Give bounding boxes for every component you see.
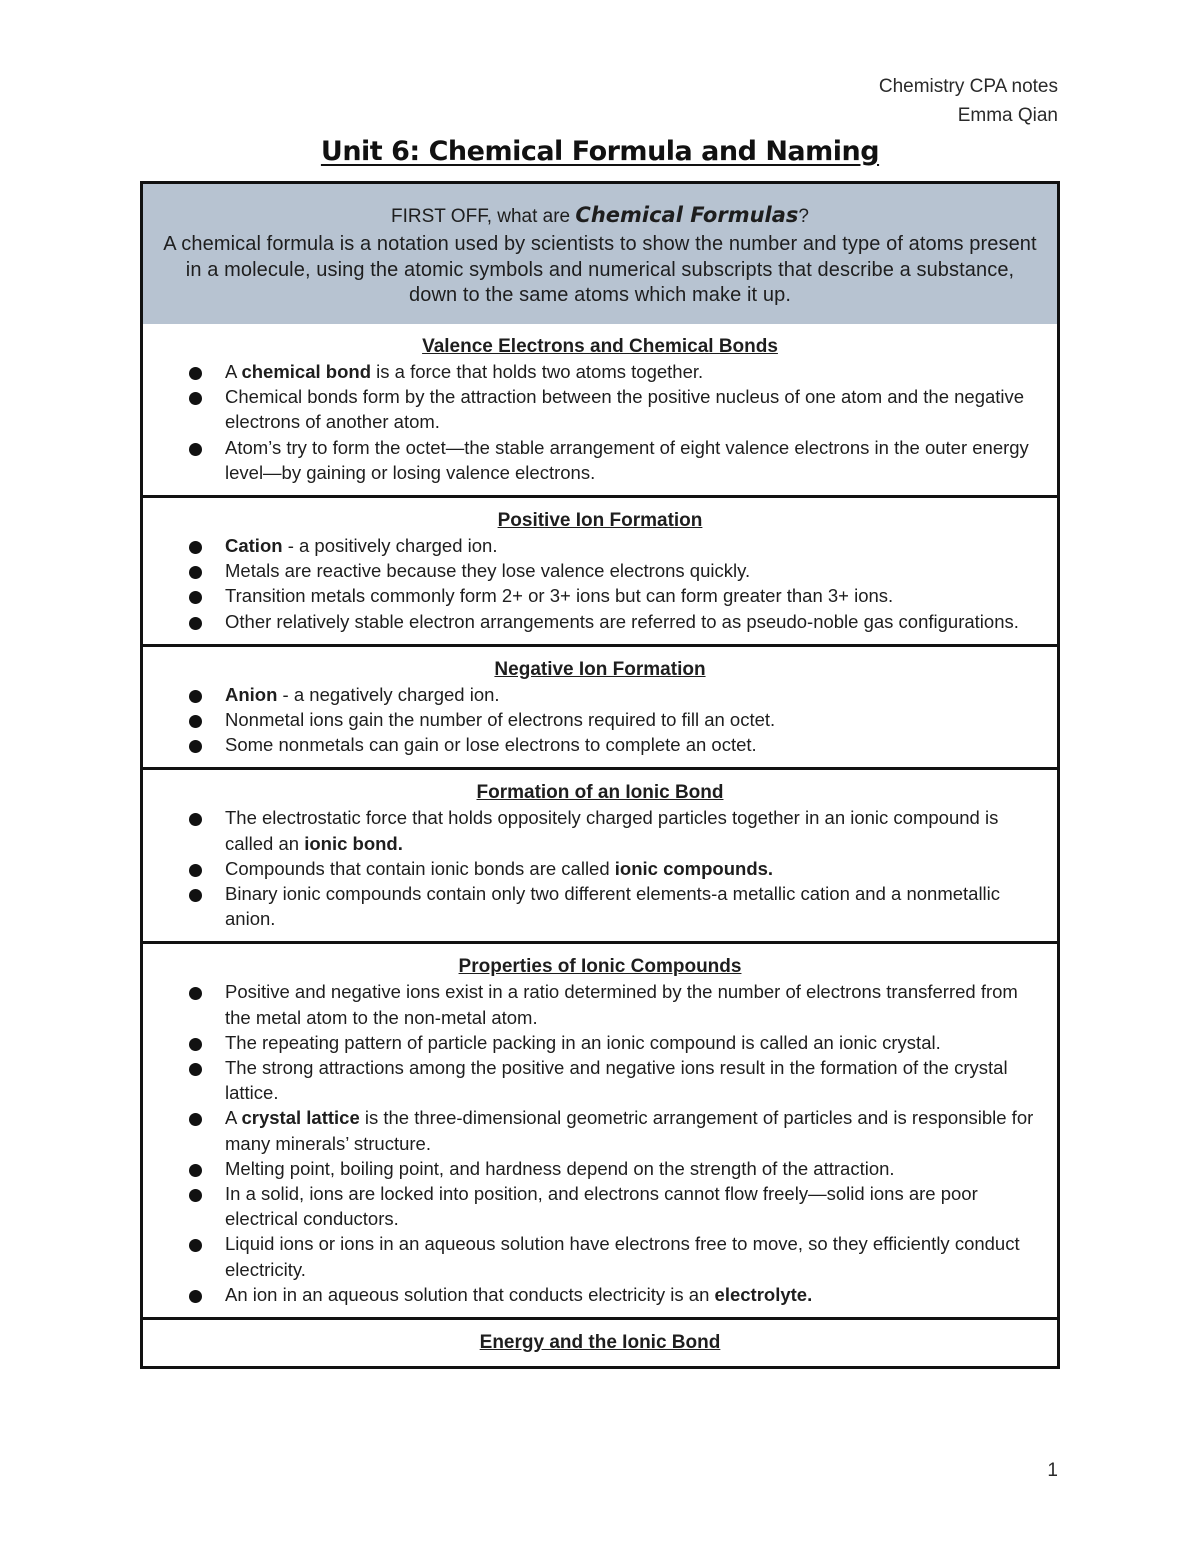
bullet-text: - a positively charged ion. [282,535,498,557]
bullet-list [159,682,1041,758]
bullet-text: Binary ionic compounds contain only two different elements-a metallic cation and a nonmetallic anion. [225,883,1001,930]
bullet-dot-icon [189,1239,202,1252]
bullet-key-term: crystal lattice [241,1107,360,1129]
bullet-text: The electrostatic force that holds oppositely charged particles together in an ionic compound is called an [225,807,999,854]
bullet-item [159,1181,1041,1231]
intro-box [143,184,1057,324]
course-name: Chemistry CPA notes [878,76,1058,97]
section-title: Formation of an Ionic Bond [476,782,724,804]
bullet-text: The repeating pattern of particle packing in an ionic compound is called an ionic crystal. [225,1031,941,1053]
bullet-item [159,707,1041,732]
section-title: Positive Ion Formation [497,510,703,532]
bullet-item [159,583,1041,608]
bullet-dot-icon [189,566,202,579]
bullet-text: is the three-dimensional geometric arrangement of particles and is responsible for many minerals’ structure. [225,1107,1034,1154]
bullet-item [159,1156,1041,1181]
bullet-item [159,856,1041,881]
bullet-dot-icon [189,715,202,728]
bullet-text: In a solid, ions are locked into position, and electrons cannot flow freely—solid ions are poor electrical conductors. [225,1183,978,1230]
bullet-text: Liquid ions or ions in an aqueous solution have electrons free to move, so they efficiently conduct electricity. [225,1233,1020,1280]
bullet-dot-icon [189,591,202,604]
intro-question-term: Chemical Formulas [575,203,799,227]
bullet-dot-icon [189,1063,202,1076]
bullet-dot-icon [189,1189,202,1202]
bullet-dot-icon [189,740,202,753]
document-header [879,72,1058,130]
section-title: Energy and the Ionic Bond [479,1332,721,1354]
bullet-text: Compounds that contain ionic bonds are called [225,857,615,879]
section-box [143,767,1057,941]
section-box [143,941,1057,1317]
bullet-key-term: ionic compounds. [614,857,774,879]
intro-question [159,200,1041,232]
bullet-text: Some nonmetals can gain or lose electrons to complete an octet. [225,734,757,756]
bullet-key-term: chemical bond [241,361,371,382]
bullet-text: Chemical bonds form by the attraction between the positive nucleus of one atom and the negative electrons of another atom. [225,386,1025,433]
bullet-item [159,609,1041,634]
bullet-text: is a force that holds two atoms together. [371,361,704,382]
bullet-text: Transition metals commonly form 2+ or 3+ ions but can form greater than 3+ ions. [225,585,894,607]
section-title: Valence Electrons and Chemical Bonds [422,336,778,357]
bullet-item [159,881,1041,931]
bullet-text: The strong attractions among the positive and negative ions result in the formation of the crystal lattice. [225,1057,1008,1104]
bullet-list [159,533,1041,634]
bullet-dot-icon [189,813,202,826]
bullet-dot-icon [189,367,202,380]
bullet-text: Atom’s try to form the octet—the stable arrangement of eight valence electrons in the outer energy level—by gaining or losing valence electrons. [225,436,1029,483]
bullet-text: Positive and negative ions exist in a ratio determined by the number of electrons transferred from the metal atom to the non-metal atom. [225,981,1018,1028]
bullet-text: Nonmetal ions gain the number of electrons required to fill an octet. [225,709,776,731]
bullet-item [159,732,1041,757]
bullet-list [159,805,1041,931]
document-title: Unit 6: Chemical Formula and Naming [320,136,880,167]
bullet-text: Metals are reactive because they lose valence electrons quickly. [225,560,751,582]
section-box [143,495,1057,644]
intro-definition: A chemical formula is a notation used by scientists to show the number and type of atoms present in a molecule, using the atomic symbols and numerical subscripts that describe a substance, down to the same atoms which make it up. [163,233,1037,306]
bullet-text: Other relatively stable electron arrangements are referred to as pseudo-noble gas configurations. [225,610,1019,632]
bullet-text: Melting point, boiling point, and hardness depend on the strength of the attraction. [225,1157,895,1179]
bullet-dot-icon [189,443,202,456]
bullet-dot-icon [189,392,202,405]
bullet-key-term: ionic bond. [304,832,403,854]
bullet-dot-icon [189,1038,202,1051]
section-box [143,644,1057,768]
bullet-dot-icon [189,1113,202,1126]
bullet-dot-icon [189,864,202,877]
section-box [143,324,1057,495]
bullet-dot-icon [189,1164,202,1177]
bullet-item [159,1231,1041,1281]
bullet-item [159,384,1041,434]
bullet-list [159,359,1041,485]
bullet-item [159,359,1041,384]
section-box [143,1317,1057,1366]
bullet-text: - a negatively charged ion. [277,683,500,705]
bullet-dot-icon [189,690,202,703]
bullet-text: A [225,361,242,382]
bullet-item [159,533,1041,558]
author-name: Emma Qian [957,105,1058,126]
bullet-item [159,1030,1041,1055]
bullet-dot-icon [189,987,202,1000]
notes-table [140,181,1060,1369]
bullet-key-term: Anion [225,683,278,705]
section-title: Negative Ion Formation [494,658,706,680]
bullet-item [159,558,1041,583]
intro-question-suffix: ? [798,206,809,227]
bullet-item [159,805,1041,855]
bullet-item [159,435,1041,485]
bullet-text: A [225,1107,242,1129]
bullet-item [159,682,1041,707]
intro-question-prefix: FIRST OFF, what are [390,206,576,227]
section-title: Properties of Ionic Compounds [458,956,742,978]
bullet-dot-icon [189,541,202,554]
bullet-dot-icon [189,1290,202,1303]
bullet-item [159,1055,1041,1105]
bullet-item [159,979,1041,1029]
bullet-dot-icon [189,889,202,902]
bullet-list [159,979,1041,1307]
bullet-item [159,1105,1041,1155]
bullet-item [159,1282,1041,1307]
bullet-text: An ion in an aqueous solution that conducts electricity is an [225,1283,715,1305]
page-number: 1 [1047,1460,1058,1481]
bullet-key-term: Cation [225,535,283,557]
bullet-key-term: electrolyte. [714,1283,813,1305]
bullet-dot-icon [189,617,202,630]
